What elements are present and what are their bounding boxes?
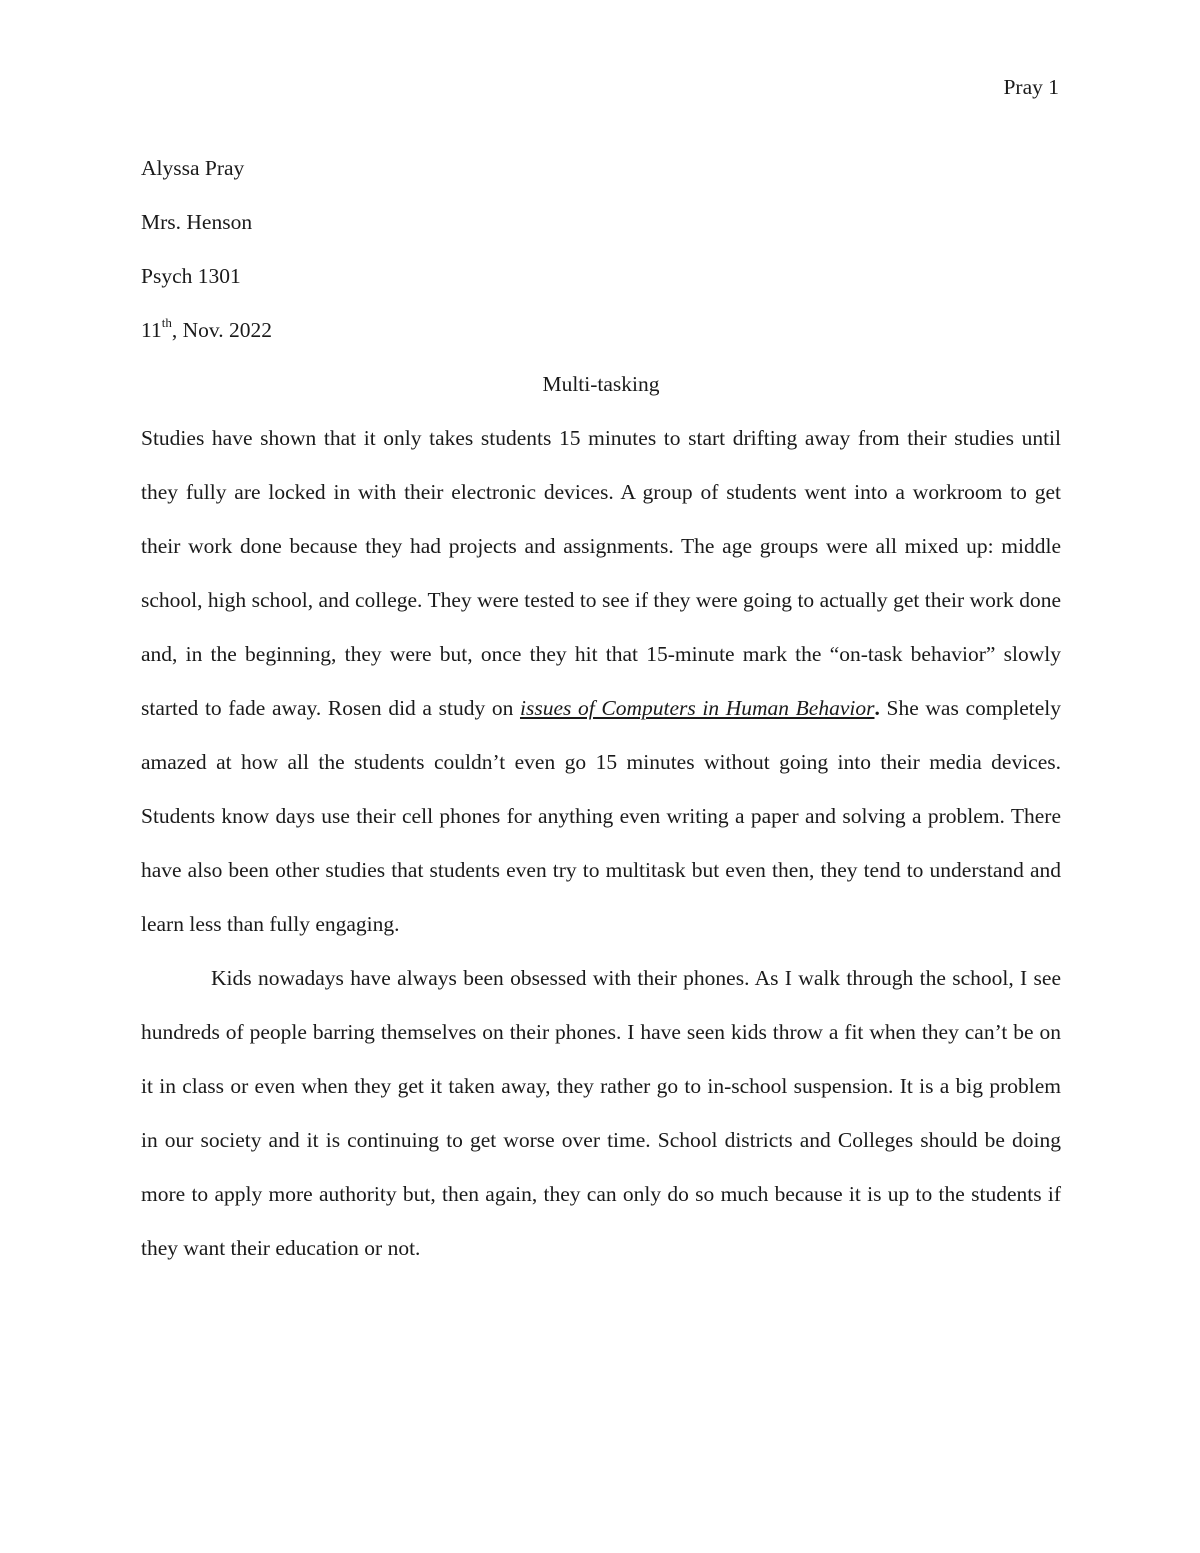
page-header — [1003, 72, 1059, 102]
date-day: 11 — [141, 318, 162, 342]
course-name: Psych 1301 — [141, 264, 241, 288]
date-line — [141, 303, 1061, 357]
paragraph-1-part-1: Studies have shown that it only takes students 15 minutes to start drifting away from their studies until they fully are locked in with their electronic devices. A group of students went into a workroom to get their work done because they had projects and assignments. The age groups were all mixed up: middle school, high school, and college. They were tested to see if they were going to actually get their work done and, in the beginning, they were but, once they hit that 15-minute mark the “on-task behavior” slowly started to fade away. Rosen did a study on — [141, 426, 1061, 720]
source-title: issues of Computers in Human Behavior — [519, 696, 875, 720]
student-name: Alyssa Pray — [141, 156, 245, 180]
paragraph-2: Kids nowadays have always been obsessed with their phones. As I walk through the school, I see hundreds of people barring themselves on their phones. I have seen kids throw a fit when they can’t be on it in class or even when they get it taken away, they rather go to in-school suspension. It is a big problem in our society and it is continuing to get worse over time. School districts and Colleges should be doing more to apply more authority but, then again, they can only do so much because it is up to the students if they want their education or not. — [141, 966, 1061, 1260]
document-body — [141, 141, 1061, 1275]
instructor-name: Mrs. Henson — [141, 210, 253, 234]
essay-title: Multi-tasking — [542, 372, 660, 396]
source-period: . — [874, 696, 880, 720]
paragraph-1-part-2: She was completely amazed at how all the students couldn’t even go 15 minutes without going into their media devices. Students know days use their cell phones for anything even writing a paper and solving a problem. There have also been other studies that students even try to multitask but even then, they tend to understand and learn less than fully engaging. — [141, 696, 1061, 936]
date-rest: , Nov. 2022 — [171, 318, 272, 342]
paragraph-1 — [141, 411, 1061, 951]
page-number-label: Pray 1 — [1003, 75, 1059, 99]
date-suffix: th — [161, 314, 172, 330]
